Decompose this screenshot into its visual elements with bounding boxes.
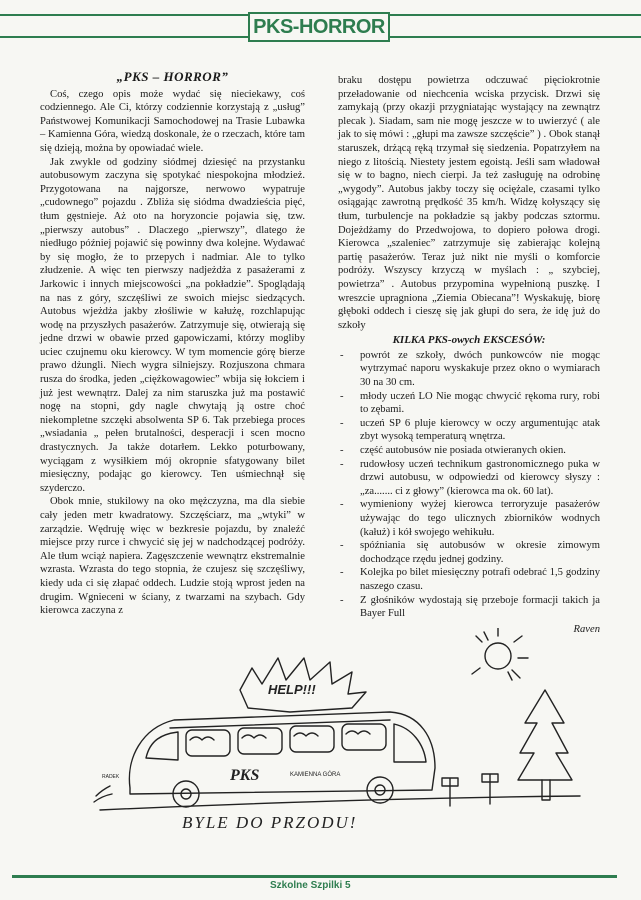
paragraph: Jak zwykle od godziny siódmej dziesięć na przystanku autobusowym zaczyna się spotykać niespokojna młodzież. Przygotowana na najgorsze, nerwowo wypatruje „cudownego” pojazdu . Zbliża się siódma dwadzieścia pięć, tłum gęstnieje. Aż oto na horyzoncie pojawia się, tzw. „pierwszy autobus” . Dlaczego „pierwszy”, dlatego że niedługo później pojawić się powinny dwa kolejne. Wydawać by się mogło, że to przepych i nadmiar. Ale to tylko złudzenie. A więc ten pierwszy nadjeżdża z pasażerami z Jarkowic i innych miejscowości „na pokładzie”. Spoglądają na nas z góry, szczęśliwi ze swoich miejsc siedzących. Autobus wjeżdża jakby złośliwie w kałużę, rozchlapując wodę na przyszłych pasażerów. Zatrzymuje się, otwierają się jedne drzwi w obawie przed gapowiczami, którzy mogliby uciec czujnemu oku kierowcy. W tym momencie górę bierze prawo dżungli. Niech wygra silniejszy. Rozjuszona chmara rusza do środka, jeden „ciężkowagowiec” wbija się łokciem i już jest wewnątrz. Dalej za nim staruszka już ma postawić nogę na stopni, gdy nagle chwytają ją ostre choć niekompletne szczęki absolwenta SP 6. Tak przebiega proces „wsiadania „ pełen brutalności, desperacji i scen mocno drastycznych. Ja także dotarłem. Lekko poturbowany, wyciągam z wysiłkiem mój okropnie sfatygowany bilet miesięczny, podając go kierowcy. Ten uśmiechnął się szyderczo.	[40, 156, 305, 494]
bus-label: PKS	[230, 767, 260, 784]
bus-cartoon	[90, 628, 590, 838]
artist-signature: RADEK	[102, 774, 120, 780]
bus-icon	[94, 712, 435, 807]
author-signature: Raven	[573, 623, 600, 635]
page-header	[0, 12, 641, 42]
list-item: - powrót ze szkoły, dwóch punkowców nie mogąc wytrzymać naporu wyskakuje przez okno o wymiarach 30 na 30 cm.	[338, 349, 600, 390]
help-text: HELP!!!	[268, 682, 316, 697]
help-bubble	[240, 658, 366, 712]
list-item: - młody uczeń LO Nie mogąc chwycić rękoma rury, robi to zębami.	[338, 390, 600, 417]
paragraph: Obok mnie, stukilowy na oko mężczyzna, ma dla siebie cały jeden metr kwadratowy. Szczęściarz, ma „wtyki” w zarządzie. Wędruję więc w bezkresie pojazdu, by znaleźć miejsce przy rurce i chwycić się jej w nadchodzącej podróży. Ale tłum wciąż napiera. Zagęszczenie wewnątrz ekstremalnie wzrasta. Wzrasta do tego stopnia, że czujesz się szczęśliwy, kiedy uda ci się złapać oddech. Ludzie stoją wprost jeden na drugim. Wgnieceni w ściany, z twarzami na szybach. Gdy kierowca zaczyna z	[40, 496, 305, 617]
list-item: - wymieniony wyżej kierowca terroryzuje pasażerów używając do tego ulicznych zbiorników wodnych (kałuż) i kół swojego wehikułu.	[338, 498, 600, 539]
footer-rule	[12, 875, 617, 878]
footer-text: Szkolne Szpilki 5	[270, 880, 351, 891]
list-item: - Z głośników wydostają się przeboje formacji takich ja Bayer Full	[338, 594, 600, 621]
route-label: KAMIENNA GÓRA	[290, 772, 341, 778]
sun-icon	[472, 628, 528, 680]
column-right	[338, 74, 600, 636]
article-title: „PKS – HORROR”	[116, 69, 229, 84]
page-title: PKS-HORROR	[248, 12, 390, 42]
column-left	[40, 70, 305, 618]
excesses-list	[338, 349, 600, 621]
list-item: - rudowłosy uczeń technikum gastronomicznego puka w drzwi autobusu, w odpowiedzi od kierowcy słyszy : „za....... ci z głowy” (kierowca ma ok. 60 lat).	[338, 458, 600, 499]
list-item: - spóźniania się autobusów w okresie zimowym dochodzące rzędu jednej godziny.	[338, 539, 600, 566]
list-item: - Kolejka po bilet miesięczny potrafi odebrać 1,5 godziny naszego czasu.	[338, 566, 600, 593]
road-signs	[442, 774, 498, 806]
paragraph: Coś, czego opis może wydać się nieciekawy, coś codziennego. Ale Ci, którzy codziennie korzystają z „usług” Państwowej Komunikacji Samochodowej na Trasie Lubawka – Kamienna Góra, wiedzą doskonale, że o rzeczach, które tam się dzieją, można by opowiadać wiele.	[40, 88, 305, 154]
list-item: - uczeń SP 6 pluje kierowcy w oczy argumentując atak zbyt wysoką temperaturą wnętrza.	[338, 417, 600, 444]
list-item: - część autobusów nie posiada otwieranych okien.	[338, 444, 600, 458]
road-line	[100, 796, 580, 810]
tree-icon	[518, 690, 572, 800]
list-title: KILKA PKS-owych EKSCESÓW:	[392, 334, 546, 347]
paragraph: braku dostępu powietrza odczuwać pięciokrotnie przeładowanie od niechcenia wciska przycisk. Drzwi się zamykają (przy okazji przygniatając wystający na zewnątrz plecak ). Siadam, sam nie mogę jeszcze w to uwierzyć ( ale jak to się mówi : „głupi ma zawsze szczęście” ) . Obok stanął staruszek, drżącą ręką trzymał się siedzenia. Popatrzyłem na niego z litością. Niestety jestem egoistą. Jeśli sam władował się w to bagno, niech cierpi. Ja też zasługuję na odrobinę „wygody”. Autobus jakby toczy się ociężale, czasami tylko osiągając zawrotną prędkość 35 km/h. Widzę kołyszący się tłum, turbulencje na pokładzie są jakby podczas sztormu. Dojeżdżamy do Przedwojowa, to dopiero połowa drogi. Kierowca „szaleniec” zatrzymuje się zabierając kolejną partię pasażerów. Teraz już nikt nie myśli o komforcie podróży. Wszyscy krzyczą w myślach : „ szybciej, powietrza” . Autobus przypomina wypełnioną puszkę. I wreszcie upragniona „Ziemia Obiecana”! Wyskakuję, biorę głęboki oddech i cieszę się jak głupi do sera, że idę już do szkoły	[338, 75, 600, 331]
cartoon-caption: BYLE DO PRZODU!	[182, 813, 358, 832]
